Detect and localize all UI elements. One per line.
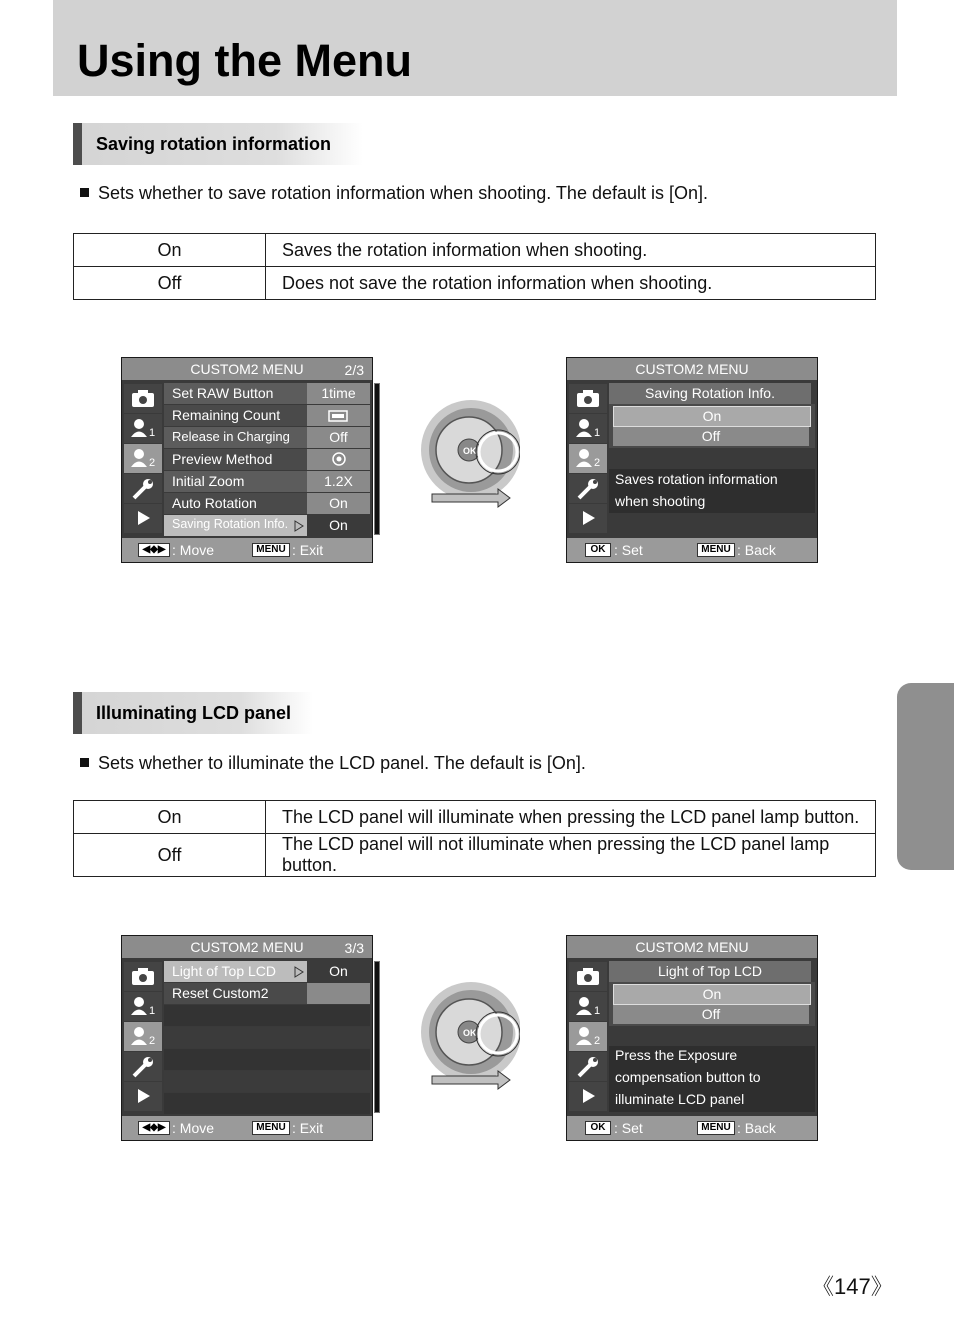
tab-custom2[interactable] <box>569 1022 607 1051</box>
custom2-icon <box>131 448 157 468</box>
dial-ok-icon <box>420 400 520 510</box>
menu-item-value-box <box>307 427 370 448</box>
bullet-text: Sets whether to save rotation information when shooting. The default is [On]. <box>98 183 709 203</box>
tab-setup[interactable] <box>569 474 607 503</box>
menu-item-label: Auto Rotation <box>172 495 257 511</box>
svg-text:2: 2 <box>594 1035 601 1046</box>
move-key-icon: ◀◆▶ <box>138 1121 170 1135</box>
menu-item-value: On <box>329 495 348 511</box>
menu-item[interactable] <box>164 405 370 426</box>
tab-custom2[interactable] <box>124 1022 162 1051</box>
menu-tab-column <box>124 962 162 1110</box>
section-heading-lcd <box>73 692 313 734</box>
tab-camera[interactable] <box>569 384 607 413</box>
menu-item-value: Off <box>329 429 348 445</box>
svg-text:2: 2 <box>149 1035 156 1046</box>
menu-item[interactable] <box>164 493 370 514</box>
footer-set-label: : Set <box>614 542 643 558</box>
screen-title: CUSTOM2 MENU <box>635 361 749 377</box>
menu-item-value: 1.2X <box>324 473 353 489</box>
option-key: Off <box>74 267 266 300</box>
option-label: Off <box>701 428 721 444</box>
svg-text:1: 1 <box>149 1005 156 1016</box>
page-title: Using the Menu <box>77 35 412 86</box>
screen-page: 2/3 <box>344 362 364 378</box>
menu-item-empty <box>164 1071 370 1092</box>
control-dial <box>420 400 520 510</box>
menu-item-value-box <box>307 493 370 514</box>
camera-menu-screen <box>121 357 373 563</box>
screen-footer <box>567 538 817 562</box>
screen-header <box>567 358 817 380</box>
tab-custom2[interactable] <box>124 444 162 473</box>
camera-icon <box>576 388 600 408</box>
screen-page: 3/3 <box>344 940 364 956</box>
options-table-lcd <box>73 800 876 877</box>
menu-key-icon: MENU <box>252 543 290 557</box>
svg-text:1: 1 <box>594 427 601 438</box>
footer-exit-label: : Exit <box>292 542 324 558</box>
footer-set-label: : Set <box>614 1120 643 1136</box>
tab-custom1[interactable] <box>569 414 607 443</box>
screen-header <box>122 936 372 958</box>
footer-back-label: : Back <box>737 542 776 558</box>
menu-item-empty <box>164 1005 370 1026</box>
svg-text:OK: OK <box>463 1028 477 1038</box>
custom1-icon <box>131 996 157 1016</box>
scrollbar[interactable] <box>374 961 380 1113</box>
camera-submenu-screen <box>566 357 818 563</box>
svg-text:1: 1 <box>149 427 156 438</box>
custom1-icon <box>576 418 602 438</box>
svg-text:2: 2 <box>594 457 601 468</box>
tab-custom1[interactable] <box>124 414 162 443</box>
menu-key-icon: MENU <box>697 543 735 557</box>
tab-playback[interactable] <box>124 1082 162 1111</box>
menu-item-empty <box>164 1093 370 1114</box>
menu-item-label: Release in Charging <box>172 429 290 444</box>
menu-item-value-box <box>307 471 370 492</box>
option-desc: The LCD panel will illuminate when pressing the LCD panel lamp button. <box>266 801 876 834</box>
menu-item-label: Set RAW Button <box>172 385 274 401</box>
tab-setup[interactable] <box>124 1052 162 1081</box>
custom2-icon <box>131 1026 157 1046</box>
chapter-tab <box>897 683 954 870</box>
tab-playback[interactable] <box>569 1082 607 1111</box>
bullet-rotation <box>80 183 708 204</box>
description-area <box>609 1046 815 1112</box>
submenu-title: Light of Top LCD <box>657 963 763 979</box>
menu-item-selected[interactable] <box>164 515 370 536</box>
description-area <box>609 469 815 513</box>
description-line: when shooting <box>615 493 706 509</box>
dial-ok-icon <box>420 982 520 1092</box>
menu-item-empty <box>164 1049 370 1070</box>
option-key: Off <box>74 834 266 877</box>
camera-submenu-screen <box>566 935 818 1141</box>
custom2-icon <box>576 1026 602 1046</box>
camera-icon <box>131 388 155 408</box>
tab-playback[interactable] <box>569 504 607 533</box>
page-number: 《147》 <box>812 1274 893 1299</box>
scrollbar[interactable] <box>374 383 380 535</box>
option-on-selected[interactable] <box>613 984 811 1005</box>
menu-item[interactable] <box>164 383 370 404</box>
bullet-square-icon <box>80 188 89 197</box>
tab-custom1[interactable] <box>569 992 607 1021</box>
section-heading-text: Illuminating LCD panel <box>96 703 292 723</box>
menu-item-label: Initial Zoom <box>172 473 245 489</box>
table-row <box>74 801 876 834</box>
custom2-icon <box>576 448 602 468</box>
camera-icon <box>131 966 155 986</box>
option-desc: Does not save the rotation information when shooting. <box>266 267 876 300</box>
play-icon <box>576 508 600 528</box>
menu-item[interactable] <box>164 449 370 470</box>
option-key: On <box>74 801 266 834</box>
menu-key-icon: MENU <box>697 1121 735 1135</box>
option-desc: Saves the rotation information when shooting. <box>266 234 876 267</box>
title-bar <box>53 0 897 96</box>
option-key: On <box>74 234 266 267</box>
menu-tab-column <box>124 384 162 532</box>
menu-item[interactable] <box>164 471 370 492</box>
svg-text:1: 1 <box>594 1005 601 1016</box>
option-off[interactable] <box>613 1005 809 1024</box>
wrench-icon <box>576 478 600 500</box>
option-off[interactable] <box>613 427 809 446</box>
menu-item-label: Preview Method <box>172 451 273 467</box>
tab-setup[interactable] <box>124 474 162 503</box>
footer-exit-label: : Exit <box>292 1120 324 1136</box>
menu-item-value-box <box>307 449 370 470</box>
submenu-title-bar <box>609 961 811 982</box>
tab-setup[interactable] <box>569 1052 607 1081</box>
tab-playback[interactable] <box>124 504 162 533</box>
menu-item-label: Saving Rotation Info. <box>172 517 289 531</box>
screen-title: CUSTOM2 MENU <box>190 939 304 955</box>
ok-key-icon: OK <box>585 543 611 557</box>
screen-header <box>567 936 817 958</box>
option-label: On <box>702 986 722 1002</box>
description-line: Press the Exposure <box>615 1047 738 1063</box>
menu-item-value-box <box>307 983 370 1004</box>
menu-item-value: 1time <box>321 385 356 401</box>
menu-item-value-box <box>307 961 370 982</box>
screen-title: CUSTOM2 MENU <box>635 939 749 955</box>
option-label: Off <box>701 1006 721 1022</box>
triangle-right-icon <box>294 966 304 978</box>
screen-title: CUSTOM2 MENU <box>190 361 304 377</box>
description-line: illuminate LCD panel <box>615 1091 745 1107</box>
custom1-icon <box>576 996 602 1016</box>
wrench-icon <box>131 478 155 500</box>
options-table-rotation <box>73 233 876 300</box>
submenu-title-bar <box>609 383 811 404</box>
menu-key-icon: MENU <box>252 1121 290 1135</box>
table-row <box>74 234 876 267</box>
custom1-icon <box>131 418 157 438</box>
svg-text:2: 2 <box>149 457 156 468</box>
ok-key-icon: OK <box>585 1121 611 1135</box>
table-row <box>74 834 876 877</box>
footer-move-label: : Move <box>172 1120 215 1136</box>
play-icon <box>131 1086 155 1106</box>
section-heading-rotation <box>73 123 363 165</box>
aperture-icon <box>307 449 370 470</box>
menu-item-empty <box>164 1027 370 1048</box>
tab-camera[interactable] <box>569 962 607 991</box>
tab-custom1[interactable] <box>124 992 162 1021</box>
camera-icon <box>576 966 600 986</box>
play-icon <box>576 1086 600 1106</box>
triangle-right-icon <box>294 520 304 532</box>
control-dial <box>420 982 520 1092</box>
menu-item[interactable] <box>164 983 370 1004</box>
menu-tab-column <box>569 384 607 532</box>
bullet-lcd <box>80 753 586 774</box>
move-key-icon: ◀◆▶ <box>138 543 170 557</box>
option-desc: The LCD panel will not illuminate when pressing the LCD panel lamp button. <box>266 834 876 877</box>
menu-item-label: Reset Custom2 <box>172 985 269 1001</box>
menu-item-value-box <box>307 515 370 536</box>
menu-item[interactable] <box>164 427 370 448</box>
option-on-selected[interactable] <box>613 406 811 427</box>
screen-header <box>122 358 372 380</box>
description-line: compensation button to <box>615 1069 761 1085</box>
count-display-icon <box>307 405 370 426</box>
screen-footer <box>567 1116 817 1140</box>
menu-item-value-box <box>307 405 370 426</box>
menu-item-label: Light of Top LCD <box>172 963 277 979</box>
menu-item-value: On <box>329 963 348 979</box>
option-label: On <box>702 408 722 424</box>
svg-text:OK: OK <box>463 446 477 456</box>
wrench-icon <box>576 1056 600 1078</box>
tab-camera[interactable] <box>124 384 162 413</box>
description-line: Saves rotation information <box>615 471 778 487</box>
screen-footer <box>122 1116 372 1140</box>
footer-move-label: : Move <box>172 542 215 558</box>
submenu-title: Saving Rotation Info. <box>645 385 775 401</box>
table-row <box>74 267 876 300</box>
menu-item-value-box <box>307 383 370 404</box>
menu-item-label: Remaining Count <box>172 407 281 423</box>
menu-item-value: On <box>329 517 348 533</box>
tab-camera[interactable] <box>124 962 162 991</box>
camera-menu-screen <box>121 935 373 1141</box>
screen-footer <box>122 538 372 562</box>
section-heading-text: Saving rotation information <box>96 134 332 154</box>
bullet-square-icon <box>80 758 89 767</box>
footer-back-label: : Back <box>737 1120 776 1136</box>
menu-tab-column <box>569 962 607 1110</box>
play-icon <box>131 508 155 528</box>
menu-item-selected[interactable] <box>164 961 370 982</box>
wrench-icon <box>131 1056 155 1078</box>
tab-custom2[interactable] <box>569 444 607 473</box>
bullet-text: Sets whether to illuminate the LCD panel. The default is [On]. <box>98 753 586 773</box>
